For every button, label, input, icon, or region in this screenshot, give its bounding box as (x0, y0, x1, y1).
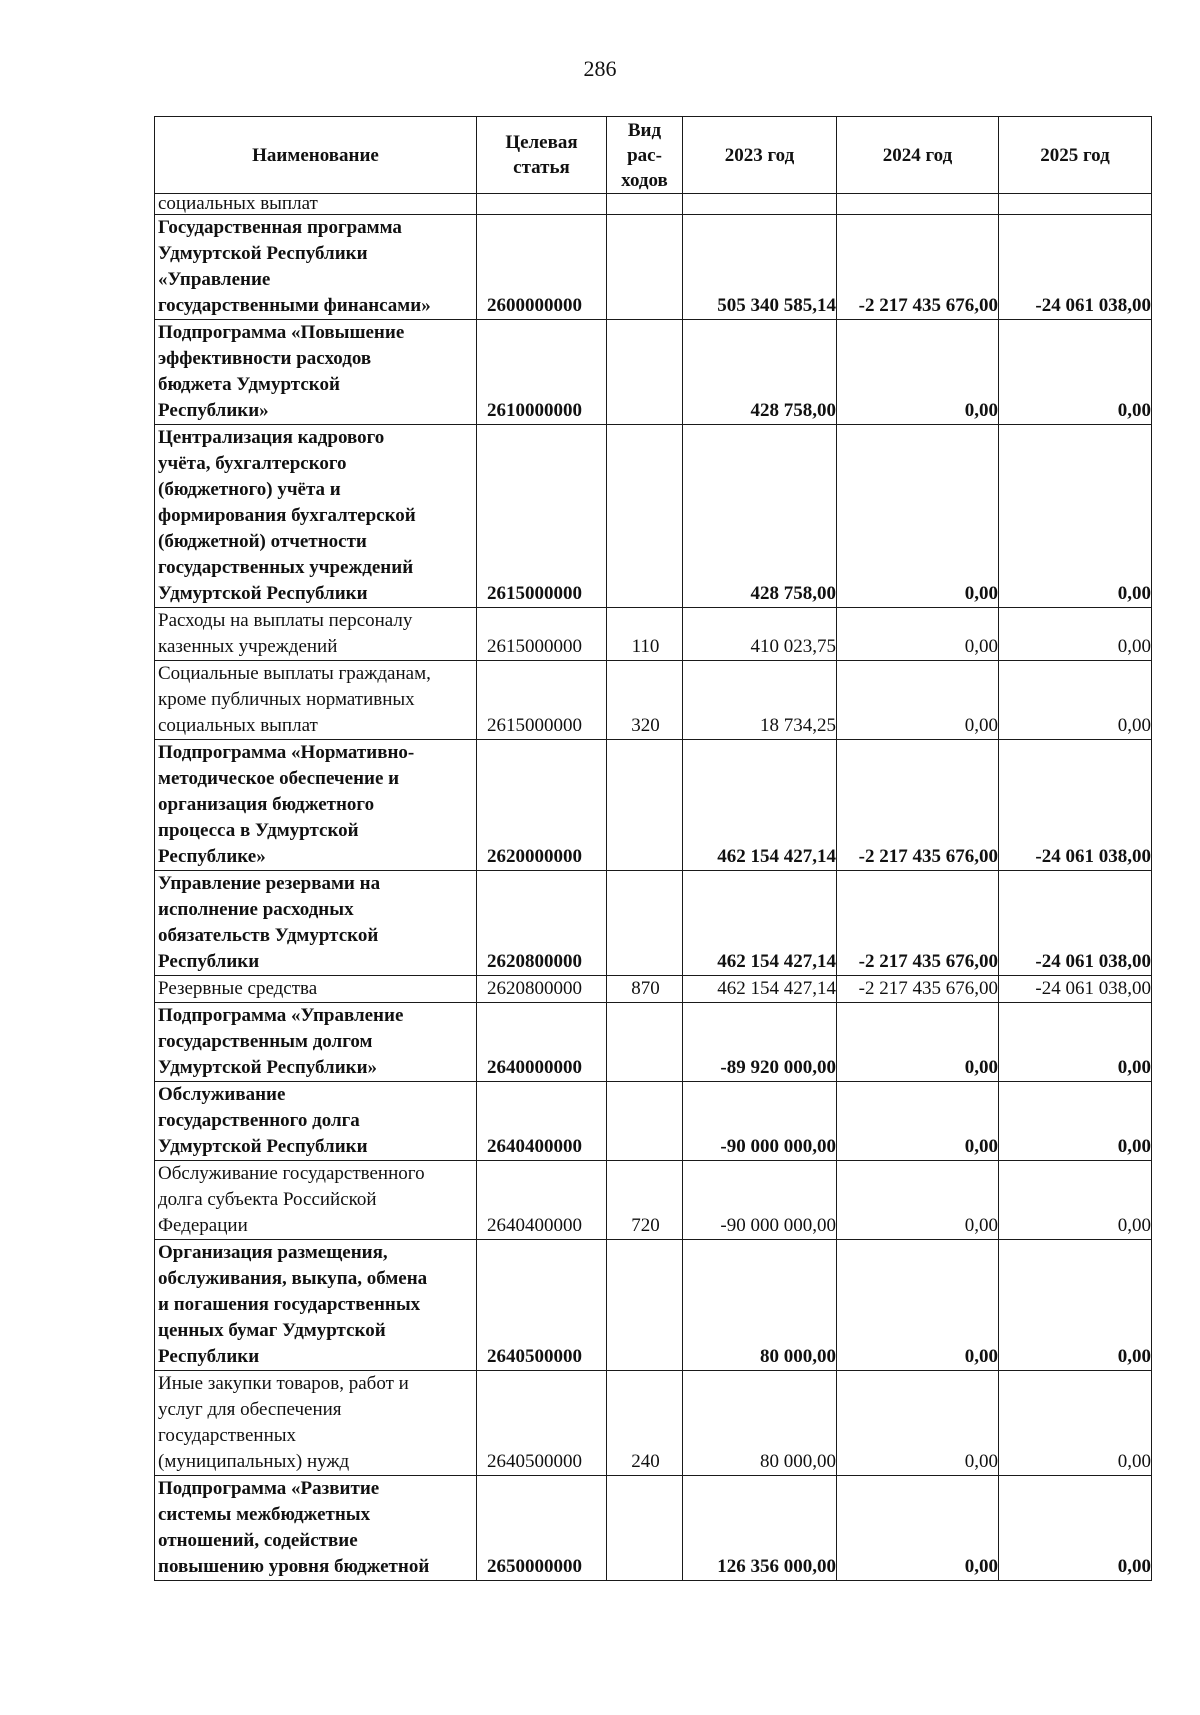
cell-name-line: Удмуртской Республики» (158, 1057, 378, 1078)
cell-2025: -24 061 038,00 (999, 740, 1152, 871)
cell-name-line: Подпрограмма «Развитие (158, 1478, 380, 1499)
table-row (155, 1240, 1152, 1371)
cell-2023: -89 920 000,00 (683, 1003, 837, 1082)
cell-name-line: Подпрограмма «Повышение (158, 322, 405, 343)
cell-target-article: 2640000000 (477, 1003, 607, 1082)
cell-name-line: государственным долгом (158, 1031, 373, 1052)
cell-name (155, 1161, 477, 1240)
cell-expense-type: 720 (607, 1161, 683, 1240)
cell-name-line: повышению уровня бюджетной (158, 1556, 430, 1577)
cell-2025: 0,00 (999, 320, 1152, 425)
cell-name-line: Республики (158, 951, 260, 972)
table-header-row (155, 117, 1152, 194)
header-target-article (477, 117, 607, 194)
cell-name-line: Обслуживание (158, 1084, 286, 1105)
cell-name-line: эффективности расходов (158, 348, 372, 369)
cell-2023: 126 356 000,00 (683, 1476, 837, 1581)
header-expense-type (607, 117, 683, 194)
cell-name-line: процесса в Удмуртской (158, 820, 359, 841)
cell-2025: 0,00 (999, 1003, 1152, 1082)
cell-name-line: Удмуртской Республики (158, 1136, 368, 1157)
cell-target-article: 2620000000 (477, 740, 607, 871)
header-year-2024: 2024 год (837, 117, 999, 194)
cell-name (155, 194, 477, 215)
cell-name-line: Управление резервами на (158, 873, 381, 894)
cell-name-line: государственных (158, 1425, 297, 1446)
cell-2024: 0,00 (837, 1371, 999, 1476)
cell-name (155, 1371, 477, 1476)
cell-name-line: социальных выплат (158, 715, 318, 736)
cell-name-line: Социальные выплаты гражданам, (158, 663, 431, 684)
cell-name-line: услуг для обеспечения (158, 1399, 342, 1420)
cell-2023: 505 340 585,14 (683, 215, 837, 320)
cell-expense-type (607, 215, 683, 320)
cell-expense-type (607, 740, 683, 871)
cell-name-line: Республики» (158, 400, 269, 421)
cell-name-line: бюджета Удмуртской (158, 374, 340, 395)
cell-name (155, 320, 477, 425)
cell-2024: 0,00 (837, 425, 999, 608)
cell-name-line: Резервные средства (158, 978, 318, 999)
cell-target-article: 2610000000 (477, 320, 607, 425)
cell-2023: 18 734,25 (683, 661, 837, 740)
cell-2023: -90 000 000,00 (683, 1082, 837, 1161)
cell-name-line: исполнение расходных (158, 899, 354, 920)
cell-target-article: 2620800000 (477, 976, 607, 1003)
table-row (155, 215, 1152, 320)
table-body (155, 194, 1152, 1581)
cell-name-line: Республики (158, 1346, 260, 1367)
cell-name-line: казенных учреждений (158, 636, 338, 657)
cell-name (155, 1240, 477, 1371)
table-row (155, 1371, 1152, 1476)
cell-2023: 410 023,75 (683, 608, 837, 661)
cell-expense-type (607, 425, 683, 608)
cell-2024: 0,00 (837, 1240, 999, 1371)
table-row (155, 976, 1152, 1003)
cell-2025: 0,00 (999, 1371, 1152, 1476)
page-number: 286 (583, 56, 617, 81)
cell-name-line: Организация размещения, (158, 1242, 388, 1263)
cell-2025 (999, 194, 1152, 215)
cell-expense-type: 870 (607, 976, 683, 1003)
cell-2024: 0,00 (837, 320, 999, 425)
table-row (155, 1161, 1152, 1240)
table-row (155, 608, 1152, 661)
cell-name-line: Иные закупки товаров, работ и (158, 1373, 409, 1394)
cell-expense-type: 240 (607, 1371, 683, 1476)
cell-expense-type: 110 (607, 608, 683, 661)
cell-2024: -2 217 435 676,00 (837, 871, 999, 976)
cell-name-line: ценных бумаг Удмуртской (158, 1320, 386, 1341)
cell-name-line: «Управление (158, 269, 271, 290)
cell-expense-type (607, 1003, 683, 1082)
cell-2024: 0,00 (837, 1476, 999, 1581)
cell-target-article: 2640500000 (477, 1371, 607, 1476)
table-row (155, 1476, 1152, 1581)
cell-name-line: государственного долга (158, 1110, 360, 1131)
cell-expense-type: 320 (607, 661, 683, 740)
cell-target-article: 2620800000 (477, 871, 607, 976)
cell-target-article: 2640500000 (477, 1240, 607, 1371)
header-vid-line: рас- (627, 144, 662, 166)
cell-2025: -24 061 038,00 (999, 871, 1152, 976)
cell-target-article: 2640400000 (477, 1082, 607, 1161)
cell-name (155, 661, 477, 740)
cell-target-article: 2615000000 (477, 425, 607, 608)
cell-target-article: 2650000000 (477, 1476, 607, 1581)
cell-name-line: долга субъекта Российской (158, 1189, 377, 1210)
cell-2024 (837, 194, 999, 215)
cell-2023: 80 000,00 (683, 1240, 837, 1371)
cell-name (155, 871, 477, 976)
table-row (155, 1082, 1152, 1161)
cell-name (155, 1476, 477, 1581)
cell-name (155, 1082, 477, 1161)
cell-2023 (683, 194, 837, 215)
header-target-line: статья (513, 157, 570, 178)
table-row (155, 425, 1152, 608)
header-year-2023: 2023 год (683, 117, 837, 194)
cell-name (155, 425, 477, 608)
cell-name-line: организация бюджетного (158, 794, 375, 815)
cell-target-article: 2615000000 (477, 661, 607, 740)
cell-name-line: Государственная программа (158, 217, 402, 238)
cell-name-line: (бюджетного) учёта и (158, 479, 341, 500)
cell-name-line: учёта, бухгалтерского (158, 453, 347, 474)
cell-2023: 428 758,00 (683, 425, 837, 608)
cell-name-line: (бюджетной) отчетности (158, 531, 367, 552)
cell-2024: -2 217 435 676,00 (837, 976, 999, 1003)
cell-expense-type (607, 1082, 683, 1161)
cell-name-line: государственными финансами» (158, 295, 431, 316)
cell-name-line: системы межбюджетных (158, 1504, 371, 1525)
table-row (155, 740, 1152, 871)
cell-2023: 428 758,00 (683, 320, 837, 425)
header-year-2025: 2025 год (999, 117, 1152, 194)
cell-name-line: Централизация кадрового (158, 427, 385, 448)
cell-2025: -24 061 038,00 (999, 215, 1152, 320)
cell-2024: -2 217 435 676,00 (837, 740, 999, 871)
header-name: Наименование (155, 117, 477, 194)
cell-name-line: формирования бухгалтерской (158, 505, 416, 526)
cell-target-article (477, 194, 607, 215)
cell-name (155, 740, 477, 871)
cell-2025: -24 061 038,00 (999, 976, 1152, 1003)
header-target-line: Целевая (505, 132, 578, 153)
cell-name (155, 976, 477, 1003)
cell-2024: 0,00 (837, 1003, 999, 1082)
cell-name-line: и погашения государственных (158, 1294, 421, 1315)
cell-target-article: 2600000000 (477, 215, 607, 320)
cell-2025: 0,00 (999, 608, 1152, 661)
cell-name-line: Обслуживание государственного (158, 1163, 425, 1184)
cell-name-line: социальных выплат (158, 193, 318, 214)
cell-name-line: Республике» (158, 846, 266, 867)
cell-name-line: государственных учреждений (158, 557, 414, 578)
cell-2025: 0,00 (999, 1240, 1152, 1371)
cell-expense-type (607, 871, 683, 976)
cell-name-line: Федерации (158, 1215, 248, 1236)
cell-2025: 0,00 (999, 1476, 1152, 1581)
cell-expense-type (607, 1476, 683, 1581)
cell-name-line: методическое обеспечение и (158, 768, 400, 789)
cell-name-line: Удмуртской Республики (158, 243, 368, 264)
cell-name (155, 1003, 477, 1082)
cell-expense-type (607, 1240, 683, 1371)
header-vid-line: Вид (627, 119, 662, 141)
cell-name-line: Удмуртской Республики (158, 583, 368, 604)
cell-name (155, 215, 477, 320)
cell-2024: 0,00 (837, 661, 999, 740)
table-row (155, 871, 1152, 976)
cell-2025: 0,00 (999, 425, 1152, 608)
table-row (155, 1003, 1152, 1082)
cell-2025: 0,00 (999, 661, 1152, 740)
cell-2023: 80 000,00 (683, 1371, 837, 1476)
budget-table (154, 116, 1152, 1581)
cell-2024: 0,00 (837, 1161, 999, 1240)
cell-name-line: кроме публичных нормативных (158, 689, 415, 710)
cell-name-line: обслуживания, выкупа, обмена (158, 1268, 428, 1289)
cell-name-line: Подпрограмма «Управление (158, 1005, 404, 1026)
cell-2024: 0,00 (837, 608, 999, 661)
cell-expense-type (607, 320, 683, 425)
cell-2023: 462 154 427,14 (683, 740, 837, 871)
cell-2024: 0,00 (837, 1082, 999, 1161)
cell-2023: 462 154 427,14 (683, 976, 837, 1003)
cell-2023: 462 154 427,14 (683, 871, 837, 976)
table-row (155, 194, 1152, 215)
cell-name-line: обязательств Удмуртской (158, 925, 379, 946)
header-vid-line: ходов (621, 169, 668, 191)
cell-name-line: отношений, содействие (158, 1530, 358, 1551)
cell-expense-type (607, 194, 683, 215)
cell-2025: 0,00 (999, 1082, 1152, 1161)
table-row (155, 320, 1152, 425)
cell-name-line: (муниципальных) нужд (158, 1451, 350, 1472)
cell-name-line: Расходы на выплаты персоналу (158, 610, 413, 631)
cell-target-article: 2615000000 (477, 608, 607, 661)
cell-target-article: 2640400000 (477, 1161, 607, 1240)
cell-name-line: Подпрограмма «Нормативно- (158, 742, 415, 763)
cell-name (155, 608, 477, 661)
cell-2024: -2 217 435 676,00 (837, 215, 999, 320)
table-row (155, 661, 1152, 740)
cell-2023: -90 000 000,00 (683, 1161, 837, 1240)
cell-2025: 0,00 (999, 1161, 1152, 1240)
